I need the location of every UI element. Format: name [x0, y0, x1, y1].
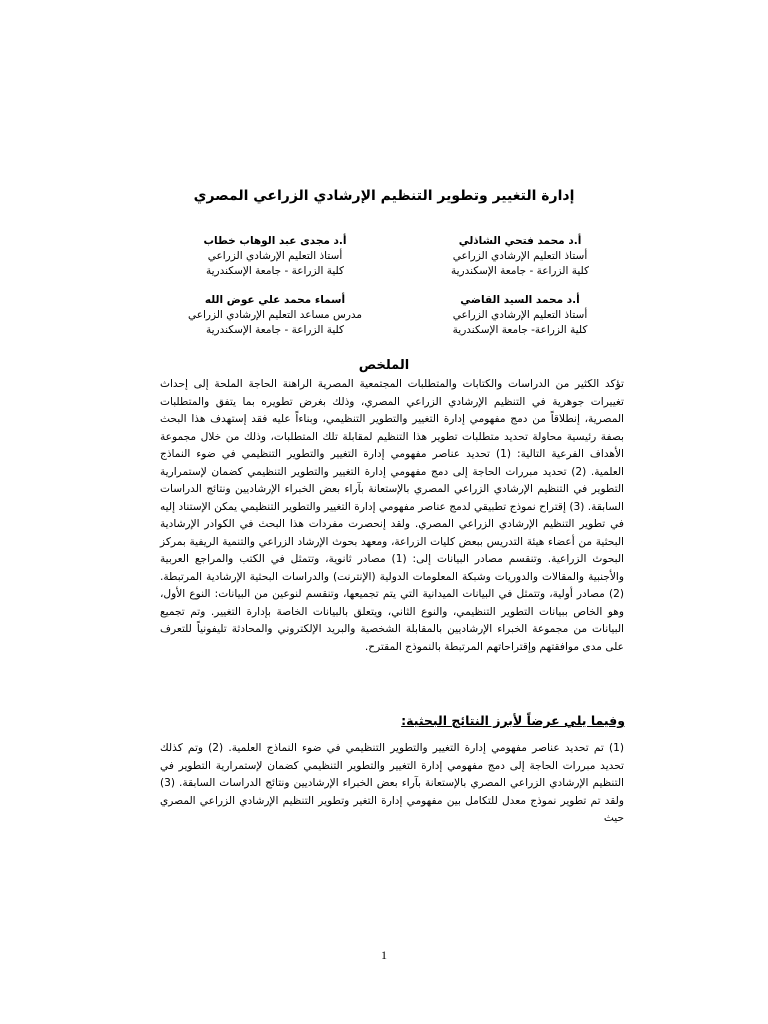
author-block-3	[395, 293, 645, 338]
author-affiliation: كلية الزراعة- جامعة الإسكندرية	[452, 324, 588, 336]
page-number: 1	[381, 948, 387, 962]
author-position: أستاذ التعليم الإرشادي الزراعي	[452, 309, 588, 321]
author-position: أستاذ التعليم الإرشادي الزراعي	[452, 250, 588, 262]
author-block-1	[395, 234, 645, 279]
author-position: أستاذ التعليم الإرشادي الزراعي	[207, 250, 343, 262]
author-block-2	[150, 234, 400, 279]
author-name: أ.د مجدى عبد الوهاب خطاب	[203, 235, 347, 247]
author-name: أ.د محمد السيد القاضي	[460, 294, 580, 306]
author-position: مدرس مساعد التعليم الإرشادي الزراعي	[187, 309, 363, 321]
author-affiliation: كلية الزراعة - جامعة الإسكندرية	[205, 265, 345, 277]
author-block-4	[150, 293, 400, 338]
author-name: أ.د محمد فتحي الشاذلي	[458, 235, 582, 247]
abstract-paragraph: تؤكد الكثير من الدراسات والكتابات والمتطلبات المجتمعية المصرية الراهنة الحاجة الملحة إلى إحداث تغييرات جوهرية في التنظيم الإرشادي الزراعي المصري، وذلك بغرض تطويره بما يتفق والمتطلبات المصرية، إنطلاقاً من دمج مفهومي إدارة التغيير والتطوير التنظيمي، وبناءاً عليه فقد إستهدف هذا البحث بصفة رئيسية محاولة تحديد متطلبات تطوير هذا التنظيم لمقابلة تلك المتطلبات، وذلك من خلال مجموعة الأهداف الفرعية التالية: (1) تحديد عناصر مفهومي إدارة التغيير والتطوير التنظيمي في ضوء النماذج العلمية. (2) تحديد مبررات الحاجة إلى دمج مفهومي إدارة التغيير والتطوير التنظيمي كضمان لإستمرارية التطوير في التنظيم الإرشادي الزراعي المصري بالإستعانة بآراء بعض الخبراء الإرشاديين ونتائج الدراسات السابقة. (3) إقتراح نموذج تطبيقي لدمج عناصر مفهومي إدارة التغيير والتطوير التنظيمي يمكن الإستناد إليه في تطوير التنظيم الإرشادي الزراعي المصري. ولقد إنحصرت مفردات هذا البحث في الكوادر الإرشادية البحثية من أعضاء هيئة التدريس ببعض كليات الزراعة، ومعهد بحوث الإرشاد الزراعي والتنمية الريفية بمركز البحوث الزراعية. وتنقسم مصادر البيانات إلى: (1) مصادر ثانوية، وتتمثل في الكتب والمراجع العربية والأجنبية والمقالات والدوريات وشبكة المعلومات الدولية (الإنترنت) والدراسات البحثية الإرشادية المرتبطة. (2) مصادر أولية، وتتمثل في البيانات الميدانية التي يتم تجميعها، وتنقسم لنوعين من البيانات: النوع الأول، وهو الخاص ببيانات التطوير التنظيمي، والنوع الثاني، ويتعلق بالبيانات الخاصة بإدارة التغيير. وتم تجميع البيانات من مجموعة الخبراء الإرشاديين بالمقابلة الشخصية والبريد الإلكتروني والمحادثة تليفونياً للتعرف على مدى موافقتهم وإقتراحاتهم المرتبطة بالنموذج المقترح.	[160, 378, 625, 653]
results-heading: وفيما يلي عرضاً لأبرز النتائج البحثية:	[401, 713, 625, 728]
abstract-body	[160, 376, 624, 656]
abstract-heading: الملخص	[358, 358, 410, 373]
author-affiliation: كلية الزراعة - جامعة الإسكندرية	[450, 265, 590, 277]
paper-title: إدارة التغيير وتطوير التنظيم الإرشادي الزراعي المصري	[193, 188, 575, 204]
author-affiliation: كلية الزراعة - جامعة الإسكندرية	[205, 324, 345, 336]
author-name: أسماء محمد علي عوض الله	[204, 294, 346, 306]
results-paragraph: (1) تم تحديد عناصر مفهومي إدارة التغيير والتطوير التنظيمي في ضوء النماذج العلمية. (2) وتم كذلك تحديد مبررات الحاجة إلى دمج مفهومي إدارة التغيير والتطوير التنظيمي كضمان لإستمرارية التطوير في التنظيم الإرشادي الزراعي المصري بالإستعانة بآراء بعض الخبراء الإرشاديين ونتائج الدراسات السابقة. (3) ولقد تم تطوير نموذج معدل للتكامل بين مفهومي إدارة التغير وتطوير التنظيم الإرشادي الزراعي المصري حيث	[160, 742, 624, 824]
results-body	[160, 740, 624, 828]
